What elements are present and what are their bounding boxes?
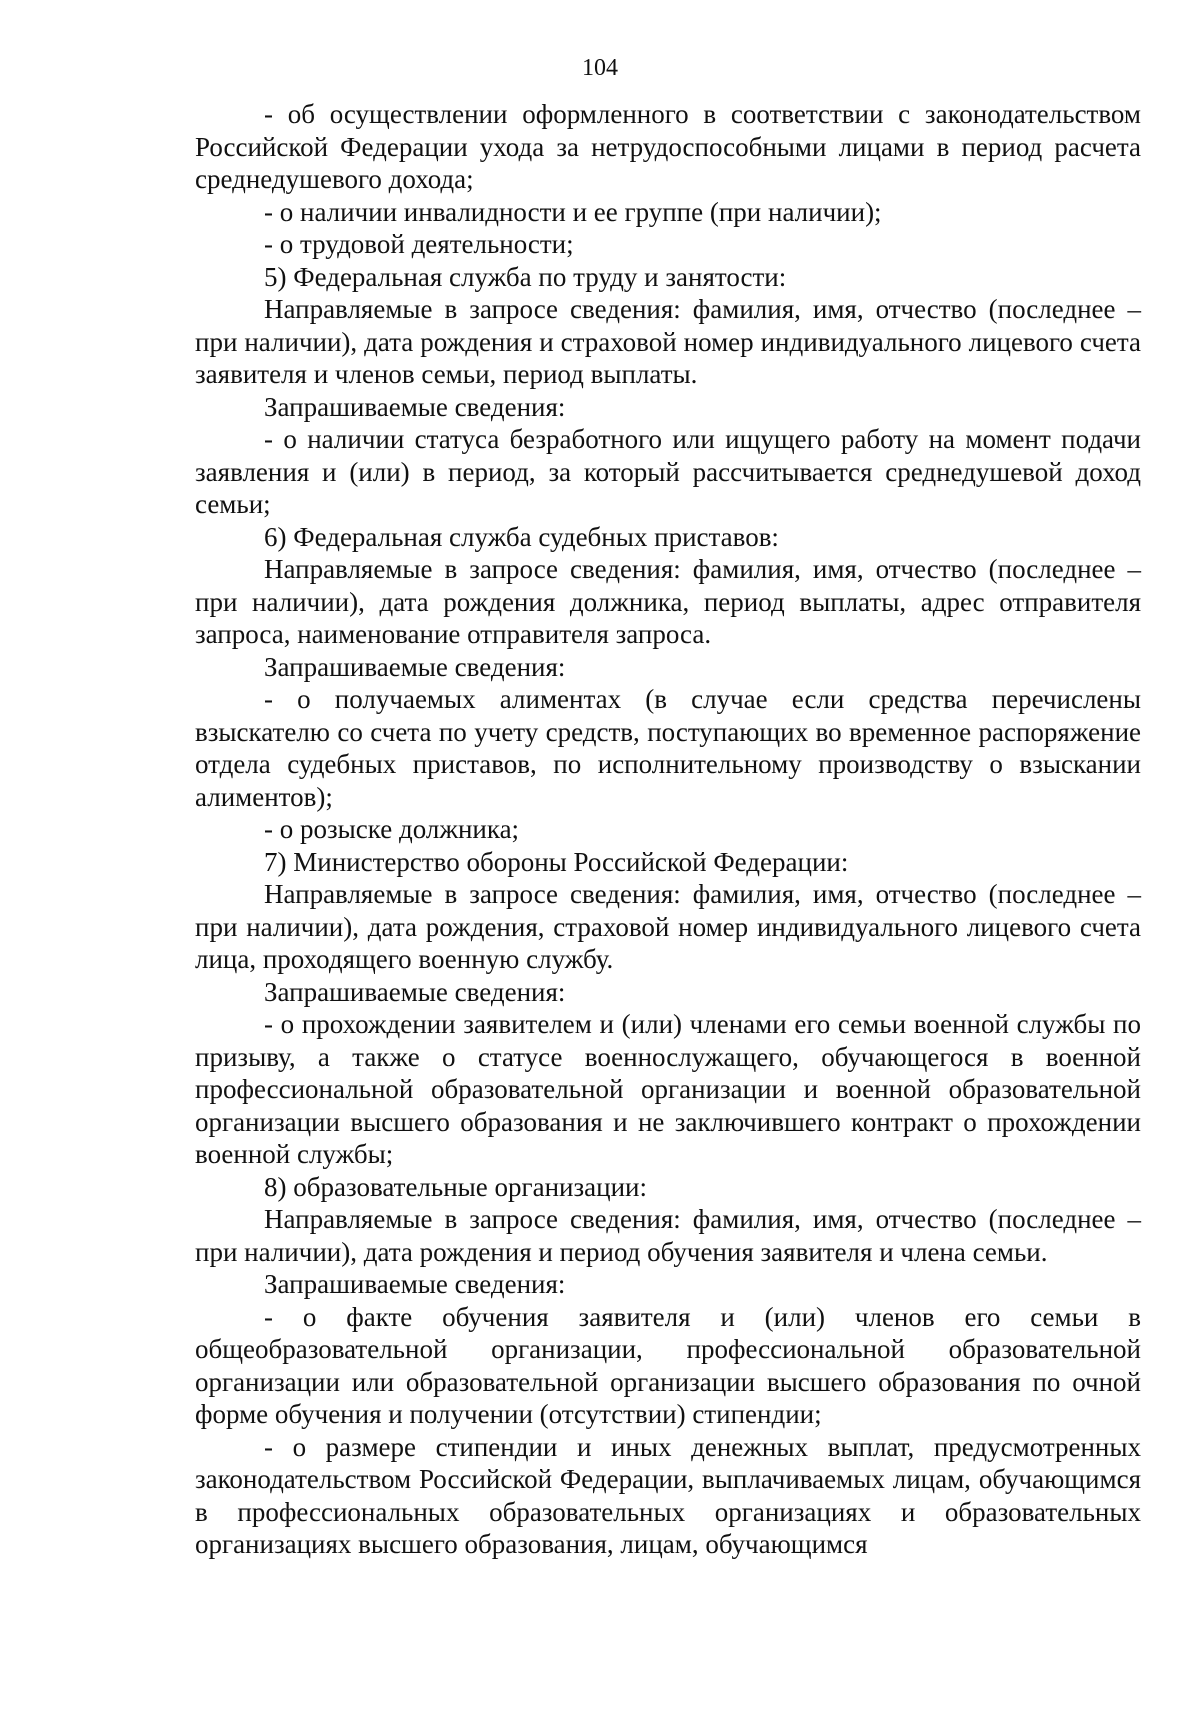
paragraph-sent-info-5: Направляемые в запросе сведения: фамилия, имя, отчество (последнее – при наличии), дата рождения и страховой номер индивидуального лицевого счета заявителя и членов семьи, период выплаты. [195, 294, 1141, 389]
paragraph-labor-activity: - о трудовой деятельности; [264, 229, 574, 259]
paragraph-sent-info-8: Направляемые в запросе сведения: фамилия, имя, отчество (последнее – при наличии), дата рождения и период обучения заявителя и члена семьи. [195, 1204, 1141, 1267]
paragraph-disability: - о наличии инвалидности и ее группе (при наличии); [264, 196, 882, 227]
paragraph-stipend-amount: - о размере стипендии и иных денежных выплат, предусмотренных законодательством Российской Федерации, выплачиваемых лицам, обучающимся в профессиональных образовательных организациях и образовательных организациях высшего образования, лицам, обучающимся [195, 1431, 1141, 1559]
paragraph-care-of-disabled: - об осуществлении оформленного в соответствии с законодательством Российской Федерации ухода за нетрудоспособными лицами в период расчета среднедушевого дохода; [195, 99, 1141, 194]
document-body [195, 98, 1141, 1561]
label-requested-info-5: Запрашиваемые сведения: [264, 391, 566, 422]
label-requested-info-6: Запрашиваемые сведения: [264, 651, 566, 682]
heading-item-6: 6) Федеральная служба судебных приставов: [264, 521, 779, 552]
paragraph-military-service: - о прохождении заявителем и (или) членами его семьи военной службы по призыву, а также о статусе военнослужащего, обучающегося в военной профессиональной образовательной организации и военной образовательной организации высшего образования и не заключившего контракт о прохождении военной службы; [195, 1009, 1141, 1169]
paragraph-study-fact: - о факте обучения заявителя и (или) членов его семьи в общеобразовательной организации, профессиональной образовательной организации или образовательной организации высшего образования по очной форме обучения и получении (отсутствии) стипендии; [195, 1301, 1141, 1429]
heading-item-8: 8) образовательные организации: [264, 1171, 647, 1202]
paragraph-unemployed-status: - о наличии статуса безработного или ищущего работу на момент подачи заявления и (или) в период, за который рассчитывается среднедушевой доход семьи; [195, 424, 1141, 519]
paragraph-sent-info-6: Направляемые в запросе сведения: фамилия, имя, отчество (последнее – при наличии), дата рождения должника, период выплаты, адрес отправителя запроса, наименование отправителя запроса. [195, 554, 1141, 649]
paragraph-alimony: - о получаемых алиментах (в случае если средства перечислены взыскателю со счета по учету средств, поступающих во временное распоряжение отдела судебных приставов, по исполнительному производству о взыскании алиментов); [195, 684, 1141, 812]
heading-item-5: 5) Федеральная служба по труду и занятости: [264, 261, 787, 292]
paragraph-debtor-search: - о розыске должника; [264, 814, 520, 844]
heading-item-7: 7) Министерство обороны Российской Федерации: [264, 846, 849, 877]
label-requested-info-8: Запрашиваемые сведения: [264, 1269, 566, 1299]
label-requested-info-7: Запрашиваемые сведения: [264, 976, 566, 1007]
page-number: 104 [582, 55, 618, 81]
paragraph-sent-info-7: Направляемые в запросе сведения: фамилия, имя, отчество (последнее – при наличии), дата рождения, страховой номер индивидуального лицевого счета лица, проходящего военную службу. [195, 879, 1141, 974]
